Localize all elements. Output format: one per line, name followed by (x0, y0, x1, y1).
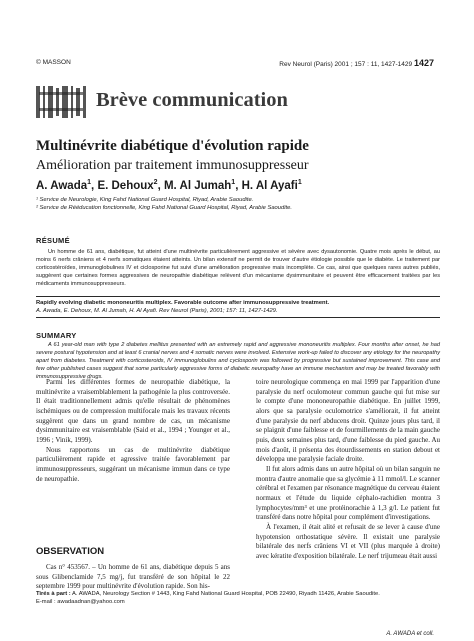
email-address[interactable]: awadaadnan@yahoo.com (57, 599, 125, 606)
summary-text (36, 342, 440, 382)
body-paragraph: Il fut alors admis dans un autre hôpital où un bilan sanguin ne montra d'autre anomalie que sa glycémie à 11 mmol/l. Le scanner cérébral et l'examen par résonance magnétique du cerveau étaient normaux et l'étude du liquide céphalo-rachidien montra 3 lymphocytes/mm³ et une protéinorachie à 1,3 g/l. Le patient fut transféré dans notre hôpital pour complément d'investigations. (256, 464, 440, 522)
section-label: Brève communication (96, 89, 288, 111)
author-separator: , (235, 179, 242, 192)
resume-text (36, 249, 440, 289)
author-name: H. Al Ayafi (241, 179, 298, 192)
author-separator: , (157, 179, 164, 192)
author-name: M. Al Jumah (163, 179, 232, 192)
correspondence-address: A. AWADA, Neurology Section # 1443, King Fahd National Guard Hospital, POB 22490, Riyadh 11426, Arabie Saoudite. (72, 591, 380, 597)
affiliation-1: ¹ Service de Neurologie, King Fahd National Guard Hospital, Riyad, Arabie Saoudite. (36, 197, 254, 203)
observation-heading: OBSERVATION (36, 546, 105, 557)
author-affiliation-mark: 2 (153, 179, 158, 186)
author-name: E. Dehoux (97, 179, 154, 192)
author-name: A. Awada (36, 179, 88, 192)
footer-authors: A. AWADA et coll. (386, 631, 434, 637)
english-citation: A. Awada, E. Dehoux, M. Al Jumah, H. Al Ayafi. Rev Neurol (Paris), 2001; 157: 11, 1427-1429. (36, 308, 278, 314)
author-list (36, 179, 302, 192)
article-title: Multinévrite diabétique d'évolution rapide (36, 138, 309, 154)
correspondence-block (36, 590, 446, 607)
author-separator: , (91, 179, 98, 192)
body-paragraph: toire neurologique commença en mai 1999 par l'apparition d'une paralysie du nerf oculomoteur commun gauche qui fut mise sur le compte d'une mononeuropathie diabétique. En juillet 1999, alors que sa paralysie oculomotrice s'améliorait, il fut atteint d'une paralysie du nerf abducens droit. Quinze jours plus tard, il se plaignit d'une faiblesse et de fourmillements de la main gauche puis, deux semaines plus tard, d'une faiblesse du pied gauche. Au mois d'août, il présenta des étourdissements en station debout et développa une paralysie faciale droite. (256, 378, 440, 464)
journal-citation: Rev Neurol (Paris) 2001 ; 157 : 11, 1427-1429 (279, 61, 413, 68)
journal-logo (34, 82, 90, 122)
resume-paragraph: Un homme de 61 ans, diabétique, fut atteint d'une multinévrite particulièrement aggressive et sévère avec dysautonomie. Quatre mois après le début, au moins 6 nerfs crâniens et 4 nerfs somatiques étaient atteints. Un bilan extensif ne permit de trouver d'autre étiologie possible que le diabète. Le traitement par corticostéroïdes, immunoglobulines IV et ciclosporine fut suivi d'une amélioration progressive mais incomplète. Ce cas, ainsi que quelques rares autres publiés, suggèrent que certaines formes aggressives de neuropathie diabétique relèvent d'un mécanisme dysimmunitaire et peuvent être efficacement traitées par les médicaments immunosuppresseurs. (36, 249, 440, 287)
journal-reference (279, 58, 434, 68)
correspondence-label: Tirés à part : (36, 591, 71, 597)
author-affiliation-mark: 1 (297, 179, 302, 186)
body-paragraph: Parmi les différentes formes de neuropathie diabétique, la multinévrite a vraisemblablement la pathogénie la plus controversée. Il était traditionnellement admis qu'elle résultait de phénomènes ischémiques ou de compression multifocale mais les travaux récents suggèrent que dans un grand nombre de cas, un mécanisme dysimmunitaire est vraisemblable (Said et al., 1994 ; Younger et al., 1996 ; Vinik, 1999). (36, 378, 230, 444)
resume-heading: RÉSUMÉ (36, 236, 70, 245)
observation-text (36, 563, 230, 592)
page-number: 1427 (413, 58, 434, 68)
affiliation-2: ² Service de Rééducation fonctionnelle, King Fahd National Guard Hospital, Riyad, Arabie Saoudite. (36, 205, 292, 211)
body-paragraph: À l'examen, il était alité et refusait de se lever à cause d'une hypotension orthostatique sévère. Il existait une paralysie bilatérale des nerfs crâniens VI et VII (plus marquée à droite) avec kératite d'exposition bilatérale. Le nerf trijumeau était aussi (256, 522, 440, 560)
divider (36, 317, 440, 318)
observation-paragraph: Cas n° 453567. – Un homme de 61 ans, diabétique depuis 5 ans sous Glibenclamide 7,5 mg/j, fut transféré de son hôpital le 22 septembre 1999 pour multinévrite d'évolution rapide. Son his- (36, 563, 230, 591)
publisher-label: © MASSON (36, 59, 71, 66)
english-title: Rapidly evolving diabetic mononeuritis multiplex. Favorable outcome after immunosuppressive treatment. (36, 300, 330, 306)
body-left-column (36, 378, 230, 484)
body-right-column (256, 378, 440, 561)
author-affiliation-mark: 1 (87, 179, 92, 186)
article-subtitle: Amélioration par traitement immunosuppresseur (36, 158, 309, 173)
author-affiliation-mark: 1 (231, 179, 236, 186)
summary-heading: SUMMARY (36, 331, 77, 340)
summary-paragraph: A 61 year-old man with type 2 diabetes mellitus presented with an extremely rapid and aggressive mononeuritis multiplex. Four months after onset, he had severe postural hypotension and at least 6 cranial nerves and 4 somatic nerves were involved. Extensive work-up failed to discover any etiology for the neuropathy apart from diabetes. Treatment with corticosteroids, IV immunoglobulins and cyclosporin was followed by progressive but sustained improvement. This case and few other published cases suggest that some particularly aggressive forms of diabetic neuropathy have an immune mechanism and may be treated favorably with immunosuppressive drugs. (36, 342, 440, 380)
body-paragraph: Nous rapportons un cas de multinévrite diabétique particulièrement rapide et agressive traitée favorablement par immunosuppresseurs, suggérant un mécanisme immun dans ce type de neuropathie. (36, 445, 230, 483)
divider (36, 296, 440, 297)
email-label: E-mail : (36, 599, 56, 606)
